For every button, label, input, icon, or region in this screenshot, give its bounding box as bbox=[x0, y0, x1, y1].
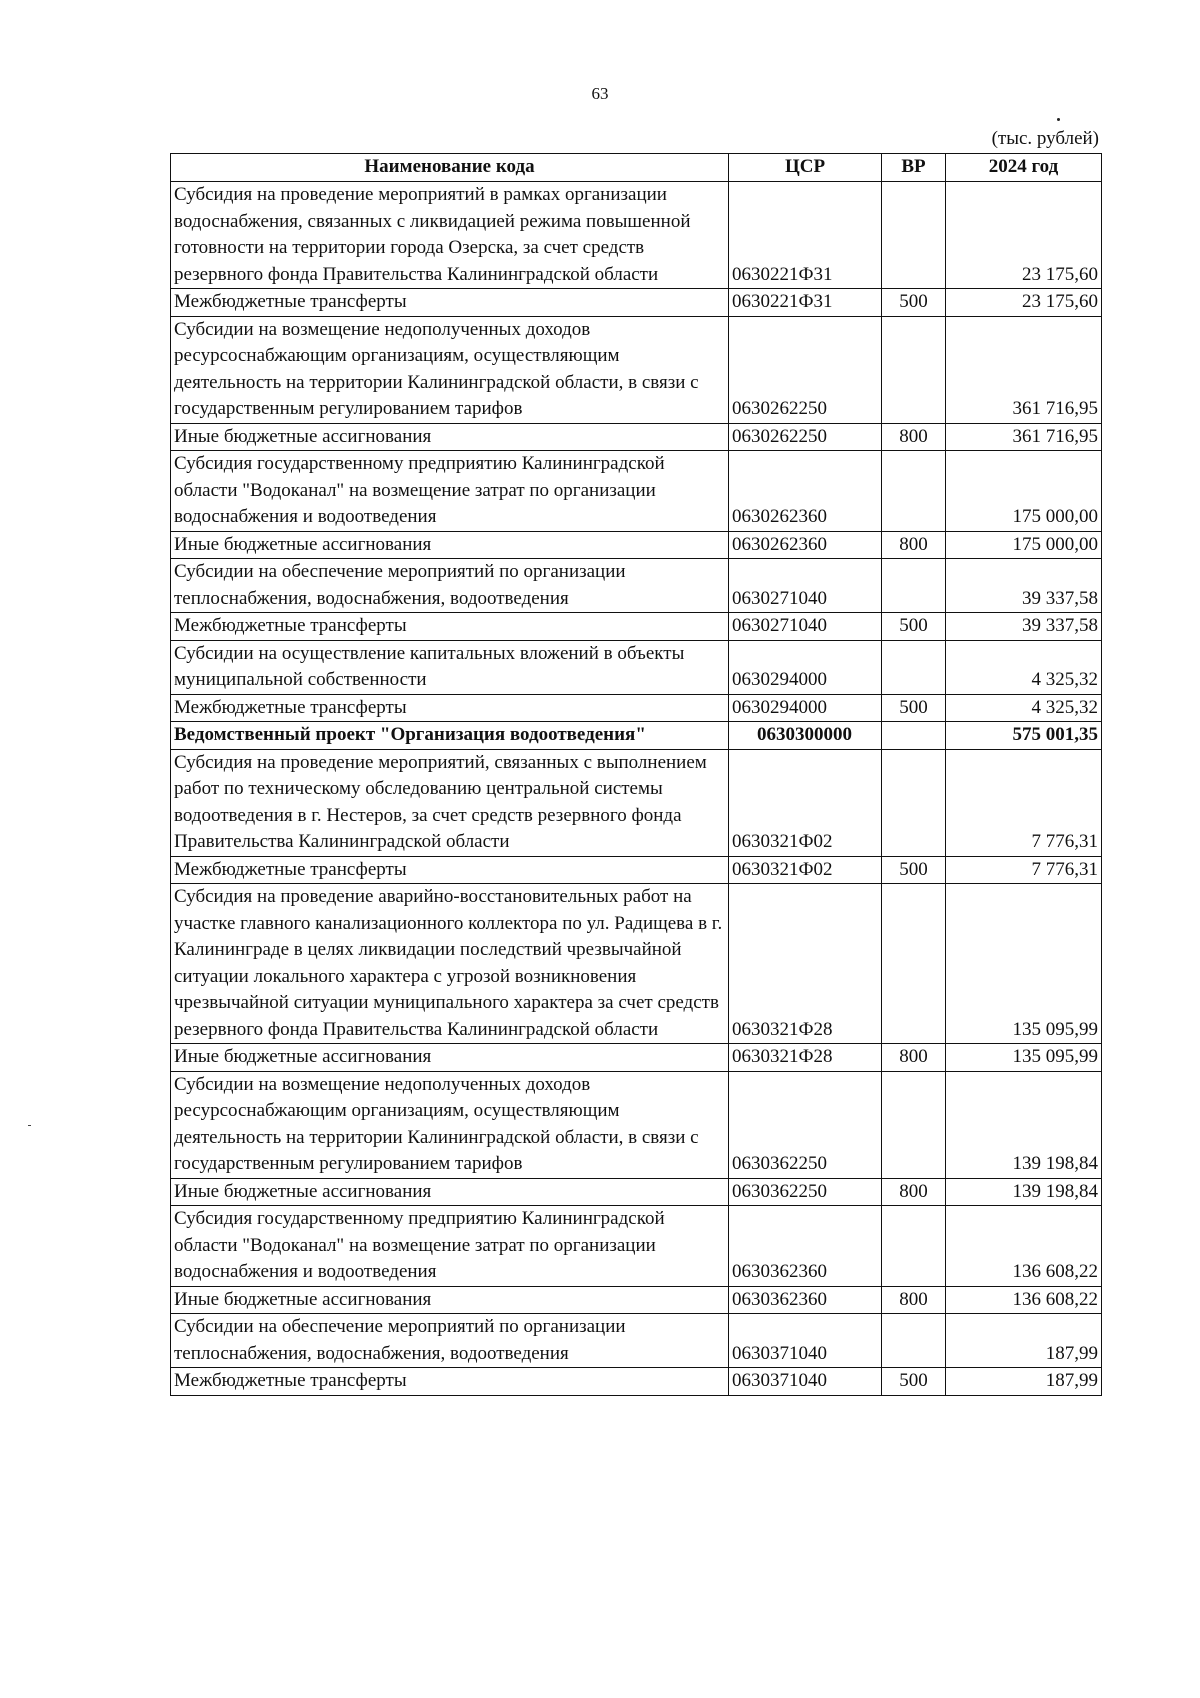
header-year: 2024 год bbox=[946, 154, 1102, 182]
cell-vr: 800 bbox=[882, 531, 946, 559]
table-row bbox=[171, 884, 1102, 1044]
cell-vr bbox=[882, 451, 946, 532]
cell-csr: 0630294000 bbox=[729, 640, 882, 694]
cell-csr: 0630362360 bbox=[729, 1286, 882, 1314]
cell-name: Субсидия на проведение мероприятий в рамках организации водоснабжения, связанных с ликвидацией режима повышенной готовности на территории города Озерска, за счет средств резервного фонда Правительства Калининградской области bbox=[171, 182, 729, 289]
cell-amount: 361 716,95 bbox=[946, 423, 1102, 451]
cell-csr: 0630262360 bbox=[729, 531, 882, 559]
table-row bbox=[171, 1044, 1102, 1072]
cell-vr: 800 bbox=[882, 1178, 946, 1206]
cell-name: Субсидия государственному предприятию Калининградской области "Водоканал" на возмещение затрат по организации водоснабжения и водоотведения bbox=[171, 1206, 729, 1287]
scan-speck bbox=[1057, 118, 1060, 121]
table-row bbox=[171, 722, 1102, 750]
header-csr: ЦСР bbox=[729, 154, 882, 182]
cell-vr: 500 bbox=[882, 856, 946, 884]
cell-vr bbox=[882, 182, 946, 289]
cell-csr: 0630262250 bbox=[729, 423, 882, 451]
cell-vr bbox=[882, 559, 946, 613]
cell-csr: 0630294000 bbox=[729, 694, 882, 722]
cell-amount: 175 000,00 bbox=[946, 531, 1102, 559]
cell-vr: 500 bbox=[882, 289, 946, 317]
table-body bbox=[171, 182, 1102, 1396]
cell-vr: 800 bbox=[882, 1286, 946, 1314]
cell-amount: 7 776,31 bbox=[946, 856, 1102, 884]
cell-csr: 0630321Ф28 bbox=[729, 884, 882, 1044]
table-row bbox=[171, 694, 1102, 722]
table-row bbox=[171, 316, 1102, 423]
cell-amount: 4 325,32 bbox=[946, 640, 1102, 694]
table-row bbox=[171, 559, 1102, 613]
table-row bbox=[171, 1314, 1102, 1368]
cell-amount: 361 716,95 bbox=[946, 316, 1102, 423]
cell-vr bbox=[882, 1314, 946, 1368]
cell-amount: 7 776,31 bbox=[946, 749, 1102, 856]
cell-amount: 39 337,58 bbox=[946, 613, 1102, 641]
table-row bbox=[171, 1368, 1102, 1396]
cell-name: Иные бюджетные ассигнования bbox=[171, 1178, 729, 1206]
table-row bbox=[171, 856, 1102, 884]
cell-csr: 0630371040 bbox=[729, 1368, 882, 1396]
cell-csr: 0630362360 bbox=[729, 1206, 882, 1287]
cell-name: Межбюджетные трансферты bbox=[171, 694, 729, 722]
cell-name: Субсидия на проведение аварийно-восстановительных работ на участке главного канализационного коллектора по ул. Радищева в г. Калининграде в целях ликвидации последствий чрезвычайной ситуации локального характера с угрозой возникновения чрезвычайной ситуации муниципального характера за счет средств резервного фонда Правительства Калининградской области bbox=[171, 884, 729, 1044]
cell-vr bbox=[882, 1206, 946, 1287]
cell-vr: 500 bbox=[882, 613, 946, 641]
cell-vr: 500 bbox=[882, 1368, 946, 1396]
table-row bbox=[171, 640, 1102, 694]
cell-name: Субсидии на возмещение недополученных доходов ресурсоснабжающим организациям, осуществляющим деятельность на территории Калининградской области, в связи с государственным регулированием тарифов bbox=[171, 1071, 729, 1178]
cell-amount: 39 337,58 bbox=[946, 559, 1102, 613]
cell-vr bbox=[882, 316, 946, 423]
cell-vr: 500 bbox=[882, 694, 946, 722]
cell-amount: 139 198,84 bbox=[946, 1178, 1102, 1206]
cell-name: Межбюджетные трансферты bbox=[171, 289, 729, 317]
cell-amount: 187,99 bbox=[946, 1314, 1102, 1368]
table-row bbox=[171, 613, 1102, 641]
cell-name: Субсидии на осуществление капитальных вложений в объекты муниципальной собственности bbox=[171, 640, 729, 694]
table-row bbox=[171, 451, 1102, 532]
cell-vr: 800 bbox=[882, 423, 946, 451]
cell-name: Ведомственный проект "Организация водоотведения" bbox=[171, 722, 729, 750]
cell-name: Иные бюджетные ассигнования bbox=[171, 423, 729, 451]
table-row bbox=[171, 289, 1102, 317]
cell-name: Субсидии на возмещение недополученных доходов ресурсоснабжающим организациям, осуществляющим деятельность на территории Калининградской области, в связи с государственным регулированием тарифов bbox=[171, 316, 729, 423]
cell-name: Субсидия на проведение мероприятий, связанных с выполнением работ по техническому обследованию центральной системы водоотведения в г. Нестеров, за счет средств резервного фонда Правительства Калининградской области bbox=[171, 749, 729, 856]
scan-mark bbox=[28, 1125, 31, 1126]
cell-name: Иные бюджетные ассигнования bbox=[171, 1286, 729, 1314]
table-row bbox=[171, 182, 1102, 289]
cell-vr bbox=[882, 884, 946, 1044]
cell-csr: 0630262250 bbox=[729, 316, 882, 423]
table-row bbox=[171, 1071, 1102, 1178]
cell-csr: 0630362250 bbox=[729, 1071, 882, 1178]
cell-name: Иные бюджетные ассигнования bbox=[171, 531, 729, 559]
cell-vr bbox=[882, 722, 946, 750]
cell-amount: 136 608,22 bbox=[946, 1286, 1102, 1314]
cell-name: Межбюджетные трансферты bbox=[171, 856, 729, 884]
cell-amount: 139 198,84 bbox=[946, 1071, 1102, 1178]
cell-csr: 0630271040 bbox=[729, 613, 882, 641]
cell-csr: 0630221Ф31 bbox=[729, 289, 882, 317]
cell-name: Межбюджетные трансферты bbox=[171, 613, 729, 641]
cell-amount: 135 095,99 bbox=[946, 884, 1102, 1044]
table-row bbox=[171, 1286, 1102, 1314]
cell-amount: 175 000,00 bbox=[946, 451, 1102, 532]
cell-name: Иные бюджетные ассигнования bbox=[171, 1044, 729, 1072]
header-vr: ВР bbox=[882, 154, 946, 182]
cell-name: Субсидия государственному предприятию Калининградской области "Водоканал" на возмещение затрат по организации водоснабжения и водоотведения bbox=[171, 451, 729, 532]
cell-vr bbox=[882, 749, 946, 856]
cell-name: Субсидии на обеспечение мероприятий по организации теплоснабжения, водоснабжения, водоотведения bbox=[171, 1314, 729, 1368]
cell-amount: 135 095,99 bbox=[946, 1044, 1102, 1072]
table-row bbox=[171, 749, 1102, 856]
cell-vr bbox=[882, 640, 946, 694]
budget-table bbox=[170, 153, 1102, 1396]
cell-vr: 800 bbox=[882, 1044, 946, 1072]
cell-csr: 0630321Ф02 bbox=[729, 749, 882, 856]
table-header-row bbox=[171, 154, 1102, 182]
cell-csr: 0630371040 bbox=[729, 1314, 882, 1368]
table-row bbox=[171, 1206, 1102, 1287]
cell-vr bbox=[882, 1071, 946, 1178]
unit-label: (тыс. рублей) bbox=[991, 128, 1099, 149]
header-name: Наименование кода bbox=[171, 154, 729, 182]
cell-amount: 23 175,60 bbox=[946, 289, 1102, 317]
cell-csr: 0630271040 bbox=[729, 559, 882, 613]
cell-csr: 0630321Ф02 bbox=[729, 856, 882, 884]
cell-amount: 187,99 bbox=[946, 1368, 1102, 1396]
table-row bbox=[171, 423, 1102, 451]
cell-csr: 0630221Ф31 bbox=[729, 182, 882, 289]
cell-csr: 0630362250 bbox=[729, 1178, 882, 1206]
table-row bbox=[171, 531, 1102, 559]
cell-name: Межбюджетные трансферты bbox=[171, 1368, 729, 1396]
cell-amount: 23 175,60 bbox=[946, 182, 1102, 289]
cell-amount: 575 001,35 bbox=[946, 722, 1102, 750]
cell-csr: 0630262360 bbox=[729, 451, 882, 532]
cell-csr: 0630300000 bbox=[729, 722, 882, 750]
cell-csr: 0630321Ф28 bbox=[729, 1044, 882, 1072]
cell-name: Субсидии на обеспечение мероприятий по организации теплоснабжения, водоснабжения, водоотведения bbox=[171, 559, 729, 613]
cell-amount: 4 325,32 bbox=[946, 694, 1102, 722]
cell-amount: 136 608,22 bbox=[946, 1206, 1102, 1287]
page-number: 63 bbox=[591, 84, 609, 103]
table-row bbox=[171, 1178, 1102, 1206]
